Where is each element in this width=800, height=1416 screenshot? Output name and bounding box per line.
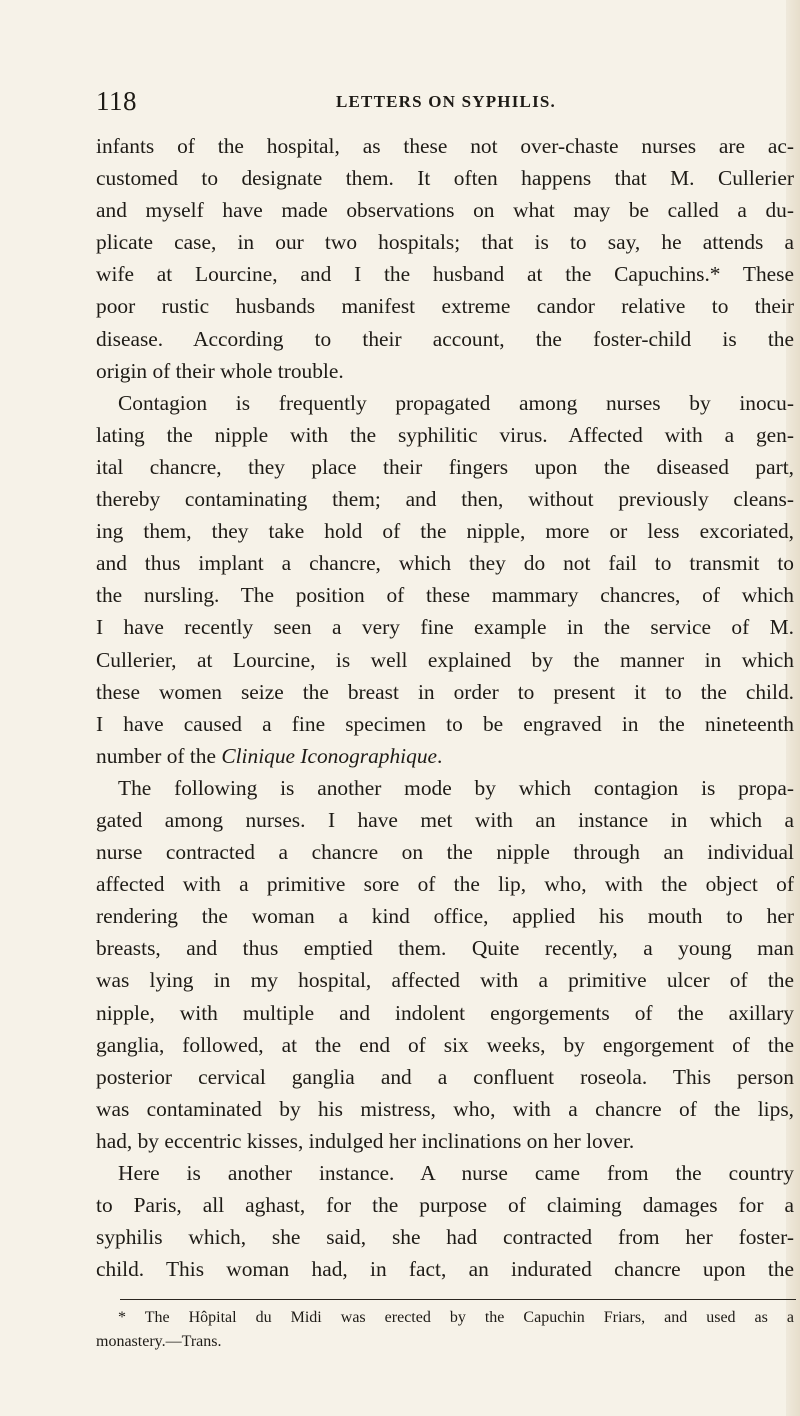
page-number: 118 xyxy=(96,86,137,116)
text-line: thereby contaminating them; and then, without previously cleans- xyxy=(96,487,794,512)
text-line: plicate case, in our two hospitals; that is to say, he attends a xyxy=(96,230,794,255)
text-line: origin of their whole trouble. xyxy=(96,358,344,383)
text-line: rendering the woman a kind office, applied his mouth to her xyxy=(96,904,794,929)
footnote xyxy=(96,1306,794,1354)
footnote-divider xyxy=(120,1299,796,1300)
text-line: had, by eccentric kisses, indulged her inclinations on her lover. xyxy=(96,1128,635,1153)
text-line: affected with a primitive sore of the lip, who, with the object of xyxy=(96,872,794,897)
text-line xyxy=(96,740,794,772)
italic-title: Clinique Iconographique xyxy=(221,743,438,768)
text-line: child. This woman had, in fact, an indurated chancre upon the xyxy=(96,1257,794,1282)
body-text xyxy=(96,130,794,1285)
text-line: to Paris, all aghast, for the purpose of claiming damages for a xyxy=(96,1193,794,1218)
text-line: the nursling. The position of these mammary chancres, of which xyxy=(96,583,794,608)
text-line: poor rustic husbands manifest extreme candor relative to their xyxy=(96,294,794,319)
text-line: wife at Lourcine, and I the husband at the Capuchins.* These xyxy=(96,262,794,287)
text-line: infants of the hospital, as these not over-chaste nurses are ac- xyxy=(96,134,794,158)
text-line: and thus implant a chancre, which they do not fail to transmit to xyxy=(96,551,794,576)
text-span: . xyxy=(437,743,443,768)
footnote-line: monastery.—Trans. xyxy=(96,1333,222,1350)
text-line: I have recently seen a very fine example in the service of M. xyxy=(96,615,794,640)
text-line: Contagion is frequently propagated among nurses by inocu- xyxy=(118,390,794,415)
text-line: posterior cervical ganglia and a confluent roseola. This person xyxy=(96,1064,794,1089)
text-line: Cullerier, at Lourcine, is well explained by the manner in which xyxy=(96,647,794,672)
text-line: customed to designate them. It often happens that M. Cullerier xyxy=(96,166,794,191)
text-line: and myself have made observations on what may be called a du- xyxy=(96,198,794,223)
text-span: number of the xyxy=(96,743,222,768)
text-line: ing them, they take hold of the nipple, more or less excoriated, xyxy=(96,519,794,544)
text-line: these women seize the breast in order to present it to the child. xyxy=(96,679,794,704)
text-line: ganglia, followed, at the end of six weeks, by engorgement of the xyxy=(96,1032,794,1057)
text-line: lating the nipple with the syphilitic virus. Affected with a gen- xyxy=(96,422,794,447)
text-line: breasts, and thus emptied them. Quite recently, a young man xyxy=(96,936,794,961)
text-line: disease. According to their account, the foster-child is the xyxy=(96,326,794,351)
page-header xyxy=(96,86,796,116)
text-line: gated among nurses. I have met with an instance in which a xyxy=(96,807,794,832)
text-line: ital chancre, they place their fingers upon the diseased part, xyxy=(96,454,794,479)
footnote-line: * The Hôpital du Midi was erected by the Capuchin Friars, and used as a xyxy=(118,1309,794,1326)
running-head: LETTERS ON SYPHILIS. xyxy=(335,92,557,111)
text-line: was contaminated by his mistress, who, with a chancre of the lips, xyxy=(96,1096,794,1121)
text-line: was lying in my hospital, affected with a primitive ulcer of the xyxy=(96,968,794,993)
text-line: nipple, with multiple and indolent engorgements of the axillary xyxy=(96,1000,794,1025)
text-line: nurse contracted a chancre on the nipple through an individual xyxy=(96,840,794,865)
text-line: I have caused a fine specimen to be engraved in the nineteenth xyxy=(96,711,794,736)
text-line: The following is another mode by which contagion is propa- xyxy=(118,775,794,800)
text-line: syphilis which, she said, she had contracted from her foster- xyxy=(96,1225,794,1250)
text-line: Here is another instance. A nurse came from the country xyxy=(118,1161,794,1185)
